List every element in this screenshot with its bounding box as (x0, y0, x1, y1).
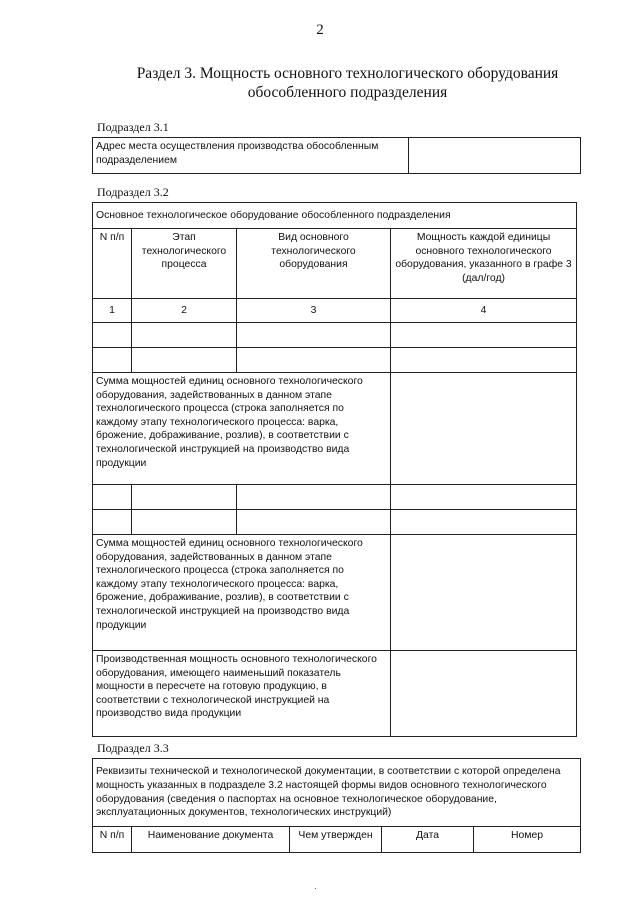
col-number-1: 1 (93, 299, 132, 323)
header-capacity: Мощность каждой единицы основного технологического оборудования, указанного в графе 3 (дал/год) (391, 229, 577, 299)
table-cell[interactable] (132, 485, 237, 510)
equipment-table (92, 202, 577, 737)
documentation-table-title: Реквизиты технической и технологической документации, в соответствии с которой определена мощность указанных в подразделе 3.2 настоящей формы видов основного технологического оборудования (сведения о паспортах на основное технологическое оборудование, эксплуатационных документов, технологических инструкций) (93, 759, 581, 827)
doc-header-name: Наименование документа (132, 827, 290, 853)
address-value-cell[interactable] (409, 138, 581, 174)
table-cell[interactable] (93, 348, 132, 373)
doc-header-approved-by: Чем утвержден (290, 827, 382, 853)
header-stage: Этап технологического процесса (132, 229, 237, 299)
table-cell[interactable] (132, 323, 237, 348)
section-title-line2: обособленного подразделения (247, 84, 448, 101)
table-cell[interactable] (391, 348, 577, 373)
col-number-4: 4 (391, 299, 577, 323)
table-cell[interactable] (391, 323, 577, 348)
equipment-table-title: Основное технологическое оборудование обособленного подразделения (93, 203, 577, 229)
header-equipment-type: Вид основного технологического оборудования (237, 229, 391, 299)
footer-mark: · (314, 884, 317, 893)
address-table (92, 137, 581, 174)
address-label: Адрес места осуществления производства обособленным подразделением (93, 138, 409, 174)
table-cell[interactable] (93, 323, 132, 348)
table-cell[interactable] (132, 510, 237, 535)
subsection-3-1-label: Подраздел 3.1 (97, 120, 169, 134)
page-number: 2 (316, 22, 324, 38)
col-number-2: 2 (132, 299, 237, 323)
stage-sum-label: Сумма мощностей единиц основного технологического оборудования, задействованных в данном этапе технологического процесса (строка заполняется по каждому этапу технологического процесса: варка, брожение, дображивание, розлив), в соответствии с технологической инструкцией на производство вида продукции (93, 535, 391, 651)
doc-header-number: Номер (474, 827, 581, 853)
section-title (80, 64, 615, 102)
table-cell[interactable] (93, 485, 132, 510)
table-cell[interactable] (93, 510, 132, 535)
subsection-3-3-label: Подраздел 3.3 (97, 741, 169, 755)
production-capacity-label: Производственная мощность основного технологического оборудования, имеющего наименьший показатель мощности в пересчете на готовую продукцию, в соответствии с технологической инструкцией на производство вида продукции (93, 651, 391, 737)
production-capacity-value-cell[interactable] (391, 651, 577, 737)
section-title-line1: Раздел 3. Мощность основного технологического оборудования (136, 65, 559, 82)
table-cell[interactable] (237, 323, 391, 348)
col-number-3: 3 (237, 299, 391, 323)
header-num: N п/п (93, 229, 132, 299)
table-cell[interactable] (391, 485, 577, 510)
table-cell[interactable] (132, 348, 237, 373)
table-cell[interactable] (237, 348, 391, 373)
subsection-3-2-label: Подраздел 3.2 (97, 185, 169, 199)
table-cell[interactable] (237, 510, 391, 535)
table-cell[interactable] (237, 485, 391, 510)
doc-header-num: N п/п (93, 827, 132, 853)
stage-sum-label: Сумма мощностей единиц основного технологического оборудования, задействованных в данном этапе технологического процесса (строка заполняется по каждому этапу технологического процесса: варка, брожение, дображивание, розлив), в соответствии с технологической инструкцией на производство вида продукции (93, 373, 391, 485)
stage-sum-value-cell[interactable] (391, 373, 577, 485)
stage-sum-value-cell[interactable] (391, 535, 577, 651)
doc-header-date: Дата (382, 827, 474, 853)
documentation-table (92, 758, 581, 853)
table-cell[interactable] (391, 510, 577, 535)
